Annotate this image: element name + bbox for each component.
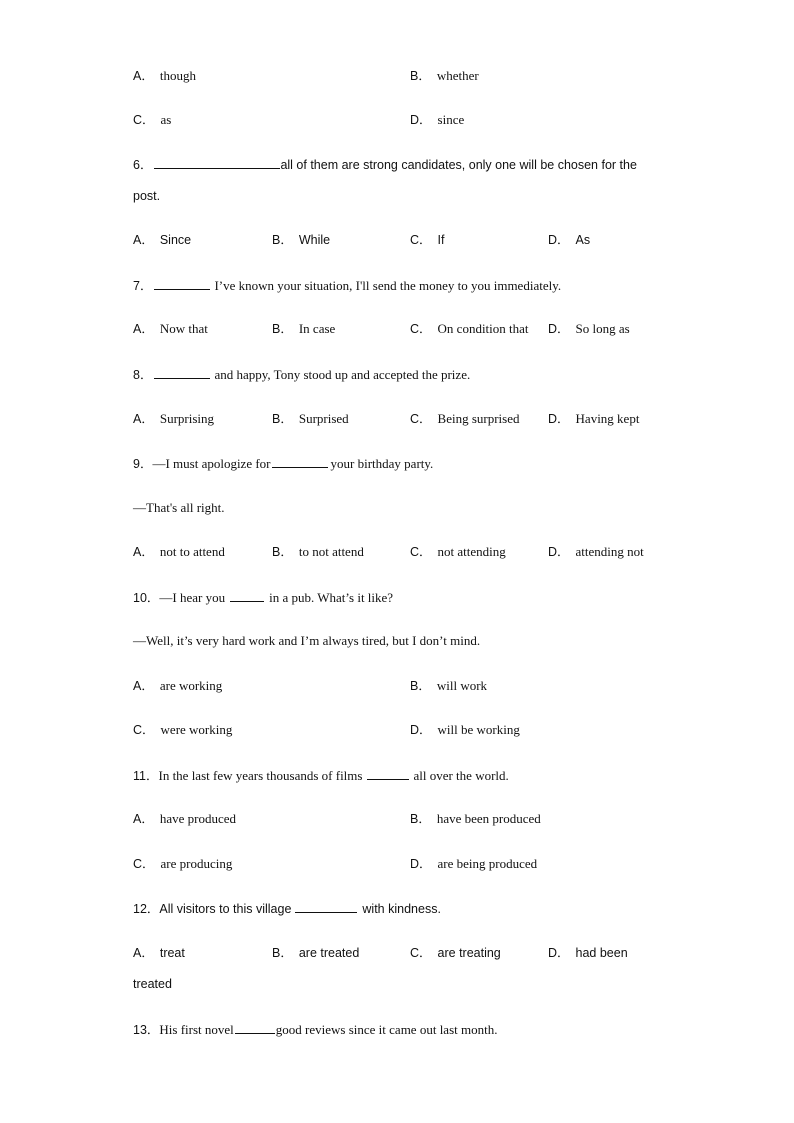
q8-number: 8． — [133, 368, 153, 382]
q8-option-d: D． Having kept — [548, 411, 640, 426]
q12-option-a: A． treat — [133, 946, 185, 960]
q10-option-b: B． will work — [410, 678, 488, 693]
q13-blank — [235, 1021, 275, 1034]
q13-number: 13． — [133, 1023, 160, 1037]
q11-option-c: C． are producing — [133, 856, 233, 871]
q7-text: I’ve known your situation, I'll send the money to you immediately. — [214, 278, 562, 293]
q10-text-post: in a pub. What’s it like? — [269, 590, 394, 605]
q6-option-a: A． Since — [133, 233, 192, 247]
q9-reply: —That's all right. — [133, 500, 225, 515]
q10-option-a: A． are working — [133, 678, 223, 693]
q12-number: 12． — [133, 902, 160, 916]
q8-text: and happy, Tony stood up and accepted the prize. — [214, 367, 471, 382]
q11-number: 11． — [133, 769, 159, 783]
q5-option-c: C． as — [133, 112, 172, 127]
q9-option-d: D． attending not — [548, 544, 644, 559]
q11-option-a: A． have produced — [133, 811, 237, 826]
q9-text-pre: —I must apologize for — [152, 456, 271, 471]
q6-blank — [154, 156, 280, 169]
q6-number: 6． — [133, 158, 153, 172]
q7-option-c: C． On condition that — [410, 321, 529, 336]
q11-blank — [367, 767, 409, 780]
q10-option-c: C． were working — [133, 722, 233, 737]
q10-reply: —Well, it’s very hard work and I’m always tired, but I don’t mind. — [133, 633, 481, 648]
q8-stem — [133, 366, 470, 383]
q12-text-post: with kindness. — [362, 902, 441, 916]
q8-option-a: A． Surprising — [133, 411, 215, 426]
q9-blank — [272, 455, 328, 468]
q6-option-c: C． If — [410, 233, 445, 247]
q7-stem — [133, 277, 561, 294]
q6-stem-cont: post. — [133, 189, 161, 203]
q7-option-b: B． In case — [272, 321, 336, 336]
q11-text-post: all over the world. — [413, 768, 509, 783]
q12-option-b: B． are treated — [272, 946, 360, 960]
q11-text-pre: In the last few years thousands of films — [158, 768, 363, 783]
q10-blank — [230, 589, 264, 602]
q13-text-pre: His first novel — [159, 1022, 234, 1037]
q8-option-b: B． Surprised — [272, 411, 349, 426]
q7-option-a: A． Now that — [133, 321, 208, 336]
q12-blank — [295, 900, 357, 913]
q7-blank — [154, 277, 210, 290]
q11-option-b: B． have been produced — [410, 811, 541, 826]
q5-option-b: B． whether — [410, 68, 479, 83]
q6-stem — [133, 156, 637, 173]
q10-number: 10． — [133, 591, 160, 605]
q13-text-post: good reviews since it came out last month. — [275, 1022, 498, 1037]
q11-stem — [133, 767, 509, 784]
q12-option-d: D． had been — [548, 946, 628, 960]
q11-option-d: D． are being produced — [410, 856, 538, 871]
q9-option-a: A． not to attend — [133, 544, 225, 559]
q9-number: 9． — [133, 457, 153, 471]
q5-option-d: D． since — [410, 112, 465, 127]
q10-stem — [133, 589, 393, 606]
q10-option-d: D． will be working — [410, 722, 520, 737]
q6-option-b: B． While — [272, 233, 331, 247]
q5-option-a: A． though — [133, 68, 196, 83]
q10-text-pre: —I hear you — [159, 590, 226, 605]
q8-blank — [154, 366, 210, 379]
q8-option-c: C． Being surprised — [410, 411, 520, 426]
q7-option-d: D． So long as — [548, 321, 630, 336]
q13-stem — [133, 1021, 497, 1038]
q9-option-b: B． to not attend — [272, 544, 364, 559]
q9-stem — [133, 455, 433, 472]
q6-option-d: D． As — [548, 233, 591, 247]
q9-option-c: C． not attending — [410, 544, 506, 559]
q12-option-c: C． are treating — [410, 946, 501, 960]
q12-text-pre: All visitors to this village — [159, 902, 292, 916]
q6-text: all of them are strong candidates, only one will be chosen for the — [280, 158, 637, 172]
q12-option-d-wrap: treated — [133, 977, 172, 991]
q7-number: 7． — [133, 279, 153, 293]
q9-text-post: your birthday party. — [330, 456, 434, 471]
q12-stem — [133, 900, 441, 917]
